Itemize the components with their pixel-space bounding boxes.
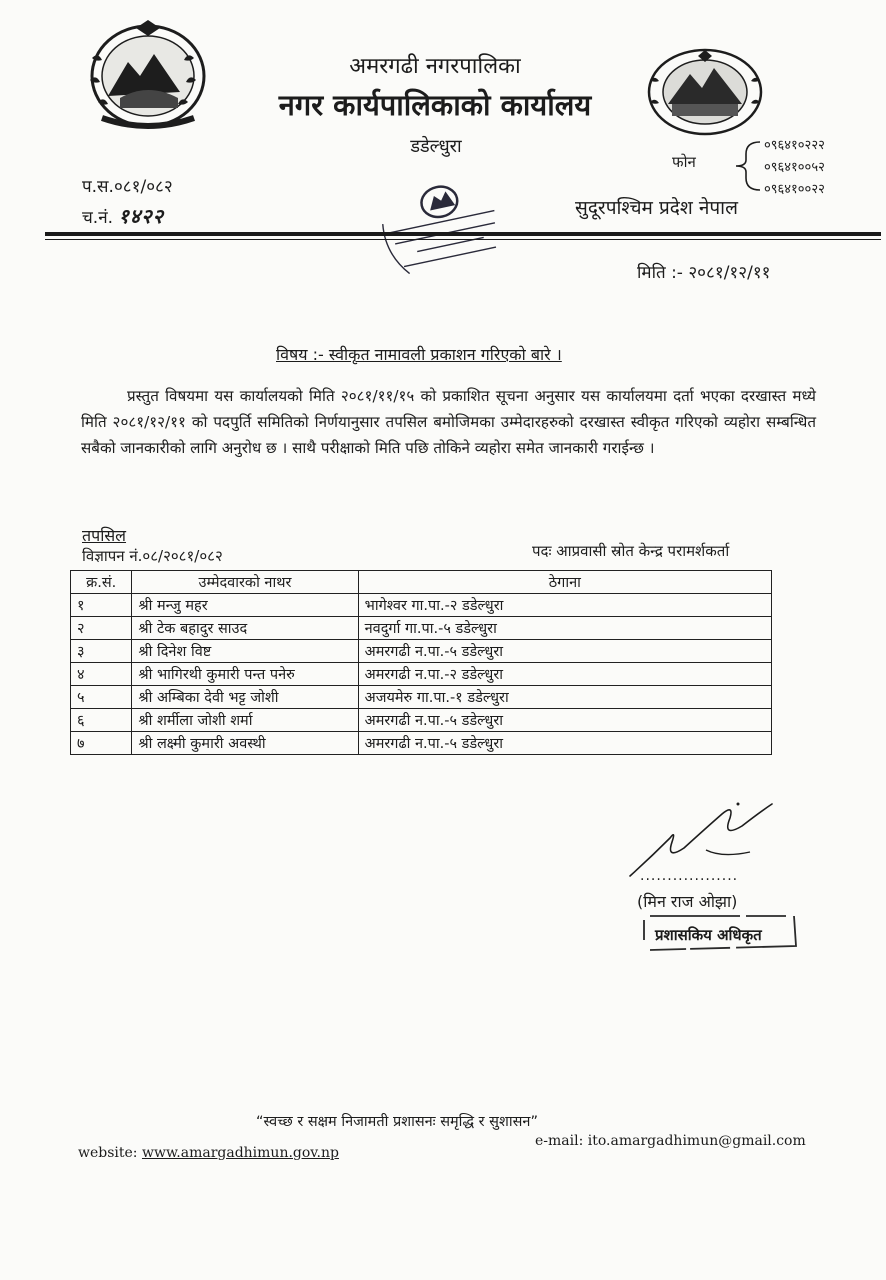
- office-district: डडेल्धुरा: [410, 136, 462, 157]
- table-row: [71, 594, 772, 617]
- cell-address: अजयमेरु गा.पा.-१ डडेल्धुरा: [358, 686, 771, 709]
- footer-website: [78, 1145, 339, 1161]
- cell-address: अमरगढी न.पा.-२ डडेल्धुरा: [358, 663, 771, 686]
- cell-address: अमरगढी न.पा.-५ डडेल्धुरा: [358, 640, 771, 663]
- column-header-serial: क्र.सं.: [71, 571, 132, 594]
- cell-address: भागेश्वर गा.पा.-२ डडेल्धुरा: [358, 594, 771, 617]
- table-row: [71, 709, 772, 732]
- dispatch-value: १४२२: [118, 204, 165, 228]
- office-name: अमरगढी नगरपालिका: [349, 54, 521, 79]
- cell-address: नवदुर्गा गा.पा.-५ डडेल्धुरा: [358, 617, 771, 640]
- table-row: [71, 640, 772, 663]
- office-title: नगर कार्यपालिकाको कार्यालय: [278, 88, 592, 122]
- cell-name: श्री भागिरथी कुमारी पन्त पनेरु: [132, 663, 358, 686]
- cell-serial: ६: [71, 709, 132, 732]
- footer-motto: “स्वच्छ र सक्षम निजामती प्रशासनः समृद्धि र सुशासन”: [256, 1114, 538, 1130]
- signatory-name: (मिन राज ओझा): [637, 892, 738, 911]
- table-header-row: [71, 571, 772, 594]
- cell-name: श्री मन्जु महर: [132, 594, 358, 617]
- cell-address: अमरगढी न.पा.-५ डडेल्धुरा: [358, 732, 771, 755]
- fiscal-year: प.स.०८१/०८२: [82, 177, 173, 197]
- province: सुदूरपश्चिम प्रदेश नेपाल: [575, 197, 738, 219]
- table-row: [71, 617, 772, 640]
- nepal-emblem-icon: [80, 18, 216, 134]
- phone-number: ०९६४१०२२२: [764, 138, 825, 153]
- cell-serial: ७: [71, 732, 132, 755]
- details-heading: तपसिल: [82, 526, 127, 545]
- cell-serial: ३: [71, 640, 132, 663]
- cell-name: श्री अम्बिका देवी भट्ट जोशी: [132, 686, 358, 709]
- dispatch-label: च.नं.: [82, 208, 114, 228]
- letter-subject: विषय :- स्वीकृत नामावली प्रकाशन गरिएको बारे ।: [276, 345, 562, 364]
- cell-name: श्री दिनेश विष्ट: [132, 640, 358, 663]
- cell-name: श्री लक्ष्मी कुमारी अवस्थी: [132, 732, 358, 755]
- header-divider: [45, 232, 881, 236]
- cell-serial: ५: [71, 686, 132, 709]
- municipality-logo-icon: [642, 46, 768, 136]
- header-divider-thin: [45, 239, 881, 240]
- footer-email: e-mail: ito.amargadhimun@gmail.com: [535, 1133, 806, 1149]
- column-header-name: उम्मेदवारको नाथर: [132, 571, 358, 594]
- column-header-address: ठेगाना: [358, 571, 771, 594]
- post-title: पदः आप्रवासी स्रोत केन्द्र परामर्शकर्ता: [532, 542, 730, 560]
- phone-label: फोन: [672, 153, 696, 171]
- cell-name: श्री टेक बहादुर साउद: [132, 617, 358, 640]
- table-row: [71, 686, 772, 709]
- candidates-table: [70, 570, 772, 755]
- advertisement-number: विज्ञापन नं.०८/२०८१/०८२: [82, 547, 223, 565]
- table-row: [71, 732, 772, 755]
- brace-icon: [732, 140, 762, 192]
- cell-name: श्री शर्मीला जोशी शर्मा: [132, 709, 358, 732]
- letter-date: मिति :- २०८१/१२/११: [637, 263, 771, 283]
- cell-serial: १: [71, 594, 132, 617]
- table-row: [71, 663, 772, 686]
- phone-number: ०९६४१००५२: [764, 160, 825, 175]
- dispatch-number: [82, 202, 164, 229]
- phone-number: ०९६४१००२२: [764, 182, 825, 197]
- cell-serial: ४: [71, 663, 132, 686]
- signature-line: ..................: [640, 868, 739, 884]
- cell-serial: २: [71, 617, 132, 640]
- letter-body: प्रस्तुत विषयमा यस कार्यालयको मिति २०८१/११/१५ को प्रकाशित सूचना अनुसार यस कार्यालयमा दर्ता भएका दरखास्त मध्ये मिति २०८१/१२/११ को पदपुर्ति समितिको निर्णयानुसार तपसिल बमोजिमका उम्मेदारहरुको दरखास्त स्वीकृत गरिएको व्यहोरा सम्बन्धित सबैको जानकारीको लागि अनुरोध छ । साथै परीक्षाको मिति पछि तोकिने व्यहोरा समेत जानकारी गराईन्छ ।: [81, 387, 816, 457]
- website-link[interactable]: www.amargadhimun.gov.np: [141, 1145, 339, 1161]
- website-label: website:: [78, 1145, 142, 1161]
- office-seal-icon: [376, 172, 506, 276]
- cell-address: अमरगढी न.पा.-५ डडेल्धुरा: [358, 709, 771, 732]
- signatory-designation: प्रशासकिय अधिकृत: [655, 926, 762, 944]
